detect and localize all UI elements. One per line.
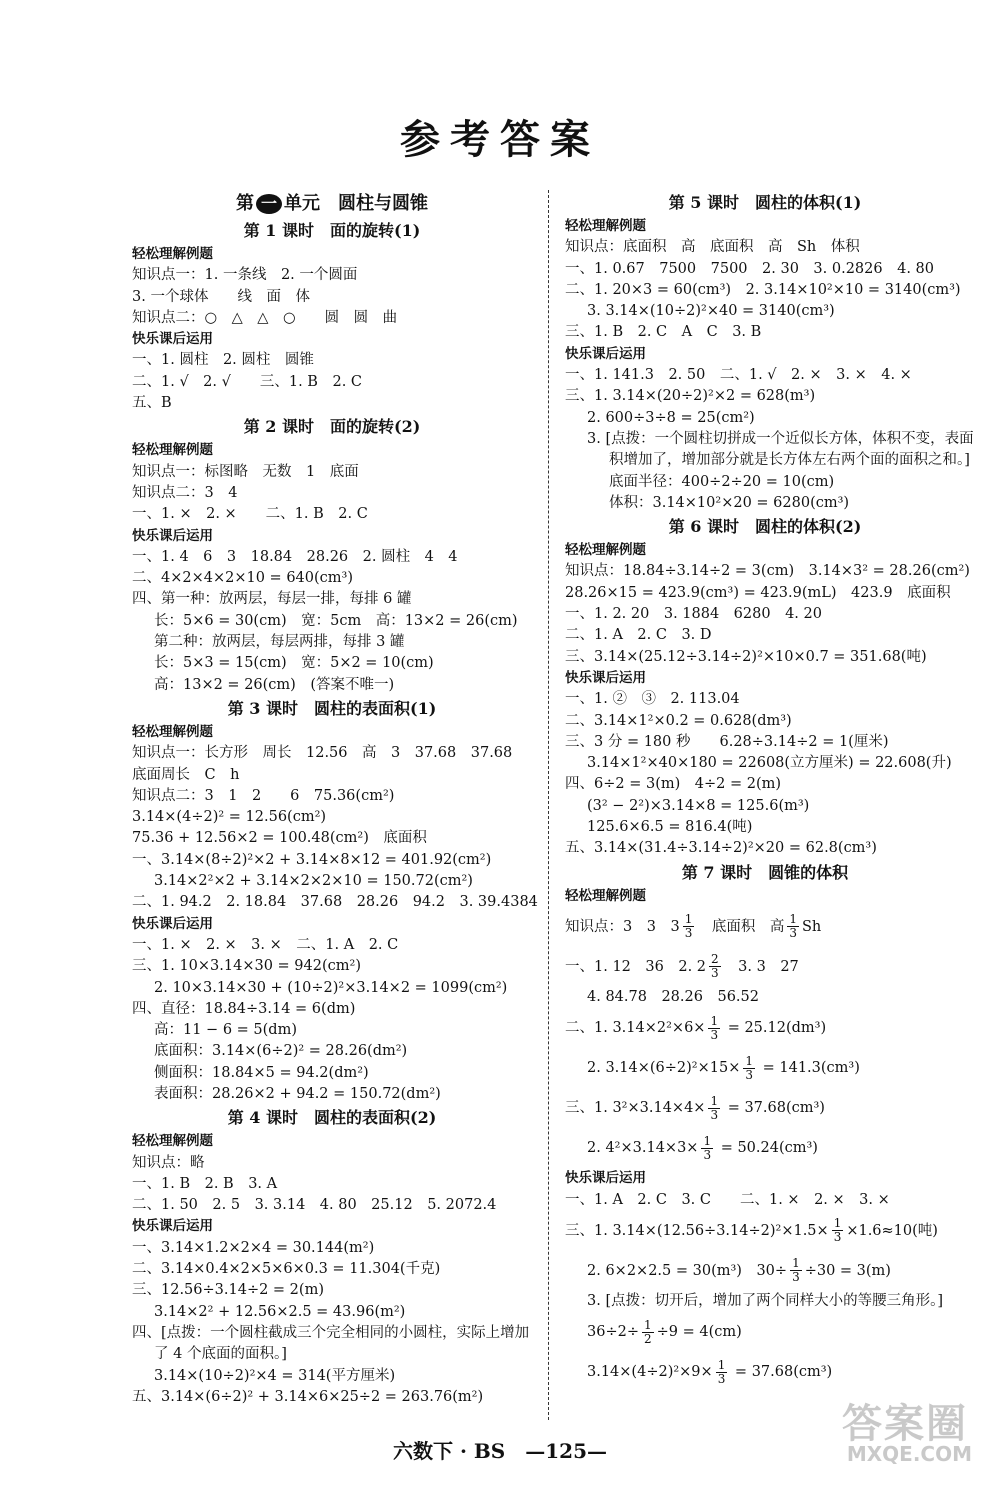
answer-text: 3.14×(4÷2)²×9×	[587, 1364, 713, 1381]
answer-text: = 25.12(dm³)	[723, 1020, 827, 1037]
fraction	[790, 1257, 802, 1284]
fraction-numerator: 1	[833, 1216, 842, 1231]
answer-line: 三、3.14×(25.12÷3.14÷2)²×10×0.7 = 351.68(吨)	[565, 648, 927, 665]
answer-text: 三、1. 3.14×(12.56÷3.14÷2)²×1.5×	[565, 1222, 829, 1239]
answer-text: ÷9 = 4(cm)	[656, 1324, 742, 1341]
section-label: 轻松理解例题	[565, 218, 646, 234]
fraction-numerator: 1	[789, 912, 797, 927]
answer-text: ×1.6≈10(吨)	[846, 1222, 938, 1239]
fraction-denominator: 2	[643, 1331, 652, 1346]
answer-line: 一、1. × 2. × 二、1. B 2. C	[132, 506, 368, 523]
answer-text: 一、1. 12 36 2. 2	[565, 958, 707, 975]
answer-line: 知识点二：○ △ △ ○ 圆 圆 曲	[132, 309, 398, 326]
answer-line: 知识点一：标图略 无数 1 底面	[132, 463, 359, 480]
fraction	[832, 1217, 844, 1244]
answer-line: 3. 一个球体 线 面 体	[132, 288, 310, 305]
answer-line: (3² − 2²)×3.14×8 = 125.6(m³)	[587, 797, 810, 814]
answer-line: 一、1. 0.67 7500 7500 2. 30 3. 0.2826 4. 80	[565, 260, 934, 277]
fraction	[787, 913, 799, 940]
section-label: 快乐课后运用	[132, 1218, 213, 1235]
fraction-numerator: 1	[643, 1317, 652, 1332]
section-label: 快乐课后运用	[565, 1170, 646, 1187]
lesson-heading: 第 1 课时 面的旋转(1)	[243, 221, 421, 240]
section-label: 轻松理解例题	[132, 723, 213, 740]
answer-line: 知识点二：3 4	[132, 484, 238, 501]
unit-prefix: 第	[236, 193, 254, 214]
answer-line: 3.14×(4÷2)² = 12.56(cm²)	[132, 809, 327, 826]
fraction-denominator: 3	[717, 1371, 726, 1386]
answer-line: 一、1. ② ③ 2. 113.04	[565, 691, 740, 708]
answer-line: 长：5×3 = 15(cm) 宽：5×2 = 10(cm)	[154, 655, 434, 672]
answer-line: 四、第一种：放两层，每层一排，每排 6 罐	[132, 591, 412, 608]
answer-line: 3. [点拨：切开后，增加了两个同样大小的等腰三角形。]	[587, 1292, 944, 1309]
watermark-logo	[788, 1392, 978, 1467]
fraction-numerator: 1	[703, 1133, 712, 1148]
answer-text: = 50.24(cm³)	[716, 1140, 818, 1157]
answer-line: 底面积：3.14×(6÷2)² = 28.26(dm²)	[154, 1043, 408, 1060]
answer-line: 高：11 − 6 = 5(dm)	[154, 1022, 297, 1039]
answer-line: 二、1. 20×3 = 60(cm³) 2. 3.14×10²×10 = 3140(cm³)	[565, 281, 961, 298]
answer-line: 高：13×2 = 26(cm) (答案不唯一)	[154, 676, 395, 693]
answer-line: 2. 600÷3÷8 = 25(cm²)	[587, 409, 755, 426]
fraction	[716, 1359, 728, 1386]
answer-line: 一、1. 2. 20 3. 1884 6280 4. 20	[565, 606, 822, 623]
answer-line: 知识点：18.84÷3.14÷2 = 3(cm) 3.14×3² = 28.26(cm²)	[565, 563, 970, 580]
answer-line: 三、1. B 2. C A C 3. B	[565, 324, 762, 341]
section-label: 轻松理解例题	[565, 542, 646, 559]
watermark-text: 答案圈	[842, 1401, 968, 1447]
answer-line: 积增加了，增加部分就是长方体左右两个面的面积之和。]	[609, 452, 970, 469]
answer-line: 一、1. 141.3 2. 50 二、1. √ 2. × 3. × 4. ×	[565, 367, 912, 384]
answer-line: 底面半径：400÷2÷20 = 10(cm)	[609, 473, 835, 490]
answer-line: 一、1. 圆柱 2. 圆柱 圆锥	[132, 352, 314, 369]
answer-text: 3. 3 27	[723, 958, 799, 975]
answer-line-fraction	[565, 1211, 965, 1251]
answer-line: 一、1. 4 6 3 18.84 28.26 2. 圆柱 4 4	[132, 548, 458, 565]
answer-line: 底面周长 C h	[132, 766, 240, 783]
fraction-numerator: 1	[745, 1053, 753, 1068]
answer-line: 四、[点拨：一个圆柱截成三个完全相同的小圆柱，实际上增加	[132, 1324, 530, 1341]
section-label: 快乐课后运用	[132, 915, 213, 932]
answer-line-fraction	[565, 947, 965, 987]
answer-line: 侧面积：18.84×5 = 94.2(dm²)	[154, 1064, 369, 1081]
right-column	[565, 190, 974, 1392]
answer-line: 一、3.14×1.2×2×4 = 30.144(m²)	[132, 1239, 375, 1256]
answer-text: 2. 3.14×(6÷2)²×15×	[587, 1060, 741, 1077]
answer-line-fraction	[565, 1008, 965, 1048]
answer-line: 一、1. × 2. × 3. × 二、1. A 2. C	[132, 936, 399, 953]
answer-line: 五、3.14×(31.4÷3.14÷2)²×20 = 62.8(cm³)	[565, 840, 877, 857]
page-title: 参考答案	[400, 116, 600, 163]
unit-number-badge: 一	[256, 194, 282, 214]
answer-line: 表面积：28.26×2 + 94.2 = 150.72(dm²)	[154, 1085, 441, 1102]
answer-line-fraction	[565, 1088, 965, 1128]
section-label: 快乐课后运用	[565, 669, 646, 686]
answer-line: 一、1. B 2. B 3. A	[132, 1175, 278, 1192]
fraction-denominator: 3	[792, 1270, 800, 1285]
answer-text: 三、1. 3²×3.14×4×	[565, 1100, 706, 1117]
answer-text: 36÷2÷	[587, 1324, 639, 1341]
fraction-numerator: 1	[710, 1093, 719, 1108]
lesson-heading: 第 3 课时 圆柱的表面积(1)	[227, 698, 437, 718]
answer-line: 一、1. A 2. C 3. C 二、1. × 2. × 3. ×	[565, 1191, 890, 1208]
section-label: 轻松理解例题	[132, 442, 213, 459]
answer-line: 3.14×2² + 12.56×2.5 = 43.96(m²)	[154, 1303, 406, 1320]
fraction-denominator: 3	[710, 1107, 719, 1122]
answer-text: ÷30 = 3(m)	[804, 1262, 891, 1279]
answer-line: 五、3.14×(6÷2)² + 3.14×6×25÷2 = 263.76(m²)	[132, 1388, 484, 1405]
answer-line: 一、3.14×(8÷2)²×2 + 3.14×8×12 = 401.92(cm²)	[132, 851, 492, 868]
answer-line-fraction	[565, 1251, 965, 1291]
answer-line: 3. 3.14×(10÷2)²×40 = 3140(cm³)	[587, 303, 835, 320]
answer-text: = 141.3(cm³)	[758, 1060, 860, 1077]
fraction-numerator: 1	[710, 1013, 719, 1028]
answer-line: 二、4×2×4×2×10 = 640(cm³)	[132, 570, 353, 587]
fraction-denominator: 3	[710, 1027, 719, 1042]
answer-line: 二、1. A 2. C 3. D	[565, 627, 712, 644]
answer-text: 2. 4²×3.14×3×	[587, 1140, 699, 1157]
watermark-url: MXQE.COM	[846, 1442, 972, 1466]
answer-line: 五、B	[132, 395, 172, 412]
answer-line: 125.6×6.5 = 816.4(吨)	[587, 819, 753, 836]
section-label: 快乐课后运用	[132, 527, 213, 544]
answer-line: 三、3 分 = 180 秒 6.28÷3.14÷2 = 1(厘米)	[565, 733, 889, 750]
fraction-denominator: 3	[745, 1067, 753, 1082]
unit-heading	[132, 190, 532, 218]
answer-line: 3.14×1²×40×180 = 22608(立方厘米) = 22.608(升)	[587, 755, 952, 772]
answer-line: 三、1. 10×3.14×30 = 942(cm²)	[132, 958, 361, 975]
answer-line: 四、直径：18.84÷3.14 = 6(dm)	[132, 1000, 356, 1017]
lesson-heading: 第 2 课时 面的旋转(2)	[243, 417, 421, 437]
answer-text: 底面积 高	[697, 918, 785, 935]
answer-line: 二、1. 50 2. 5 3. 3.14 4. 80 25.12 5. 2072.4	[132, 1197, 497, 1214]
answer-line: 第二种：放两层，每层两排，每排 3 罐	[154, 634, 405, 651]
fraction-denominator: 3	[684, 926, 693, 941]
answer-line: 知识点：略	[132, 1154, 205, 1171]
lesson-heading: 第 6 课时 圆柱的体积(2)	[668, 517, 862, 537]
answer-line: 知识点二：3 1 2 6 75.36(cm²)	[132, 787, 395, 804]
answer-line-fraction	[565, 907, 965, 947]
page-footer: 六数下 · BS —125—	[393, 1439, 607, 1463]
fraction-numerator: 2	[711, 952, 719, 967]
lesson-heading: 第 7 课时 圆锥的体积	[681, 862, 849, 882]
answer-text: 知识点：3 3 3	[565, 918, 680, 935]
answer-text: = 37.68(cm³)	[723, 1100, 825, 1117]
answer-line: 四、6÷2 = 3(m) 4÷2 = 2(m)	[565, 776, 782, 793]
answer-line: 75.36 + 12.56×2 = 100.48(cm²) 底面积	[132, 830, 427, 847]
left-column	[132, 190, 538, 1408]
section-label: 轻松理解例题	[565, 887, 646, 904]
fraction	[709, 953, 721, 980]
section-label: 轻松理解例题	[132, 246, 213, 262]
unit-title: 单元 圆柱与圆锥	[284, 193, 428, 214]
answer-line: 二、3.14×1²×0.2 = 0.628(dm³)	[565, 712, 792, 729]
answer-line: 知识点一：长方形 周长 12.56 高 3 37.68 37.68	[132, 745, 513, 762]
answer-line: 二、1. 94.2 2. 18.84 37.68 28.26 94.2 3. 39.4384	[132, 894, 538, 911]
section-label: 快乐课后运用	[132, 331, 213, 348]
fraction-numerator: 1	[792, 1256, 800, 1271]
fraction	[708, 1015, 720, 1042]
fraction-denominator: 3	[833, 1230, 842, 1245]
column-divider	[548, 190, 549, 1420]
lesson-heading: 第 4 课时 圆柱的表面积(2)	[227, 1108, 437, 1128]
fraction	[642, 1319, 654, 1346]
fraction	[743, 1055, 755, 1082]
lesson-heading: 第 5 课时 圆柱的体积(1)	[668, 193, 862, 212]
fraction	[683, 913, 695, 940]
answer-line: 二、1. √ 2. √ 三、1. B 2. C	[132, 373, 363, 390]
answer-text: = 37.68(cm³)	[730, 1364, 833, 1381]
answer-line-fraction	[565, 1128, 965, 1168]
fraction-denominator: 3	[711, 966, 719, 981]
answer-line: 知识点：底面积 高 底面积 高 Sh 体积	[565, 239, 860, 256]
section-label: 轻松理解例题	[132, 1133, 213, 1150]
answer-text: Sh	[801, 918, 822, 935]
answer-line: 3. [点拨：一个圆柱切拼成一个近似长方体，体积不变，表面	[587, 430, 974, 447]
fraction	[701, 1135, 713, 1162]
fraction-numerator: 1	[717, 1357, 726, 1372]
answer-text: 二、1. 3.14×2²×6×	[565, 1020, 706, 1037]
answer-line: 三、1. 3.14×(20÷2)²×2 = 628(m³)	[565, 388, 816, 405]
answer-line-fraction	[565, 1048, 965, 1088]
fraction-denominator: 3	[789, 926, 797, 941]
fraction-denominator: 3	[703, 1147, 712, 1162]
answer-line: 4. 84.78 28.26 56.52	[587, 988, 759, 1005]
answer-line-fraction	[565, 1352, 965, 1392]
fraction-numerator: 1	[684, 912, 693, 927]
answer-line: 3.14×(10÷2)²×4 = 314(平方厘米)	[154, 1367, 396, 1384]
answer-text: 2. 6×2×2.5 = 30(m³) 30÷	[587, 1262, 788, 1279]
answer-line: 28.26×15 = 423.9(cm³) = 423.9(mL) 423.9 底面积	[565, 584, 951, 601]
section-label: 快乐课后运用	[565, 345, 646, 362]
answer-line: 2. 10×3.14×30 + (10÷2)²×3.14×2 = 1099(cm²)	[154, 979, 508, 996]
fraction	[708, 1095, 720, 1122]
answer-line: 知识点一：1. 一条线 2. 一个圆面	[132, 267, 358, 284]
answer-line: 二、3.14×0.4×2×5×6×0.3 = 11.304(千克)	[132, 1261, 441, 1278]
answer-line: 三、12.56÷3.14÷2 = 2(m)	[132, 1282, 324, 1299]
answer-line: 体积：3.14×10²×20 = 6280(cm³)	[609, 494, 850, 511]
answer-line: 长：5×6 = 30(cm) 宽：5cm 高：13×2 = 26(cm)	[154, 612, 518, 629]
answer-line: 了 4 个底面的面积。]	[154, 1346, 287, 1363]
answer-line-fraction	[565, 1312, 965, 1352]
answer-line: 3.14×2²×2 + 3.14×2×2×10 = 150.72(cm²)	[154, 873, 473, 890]
